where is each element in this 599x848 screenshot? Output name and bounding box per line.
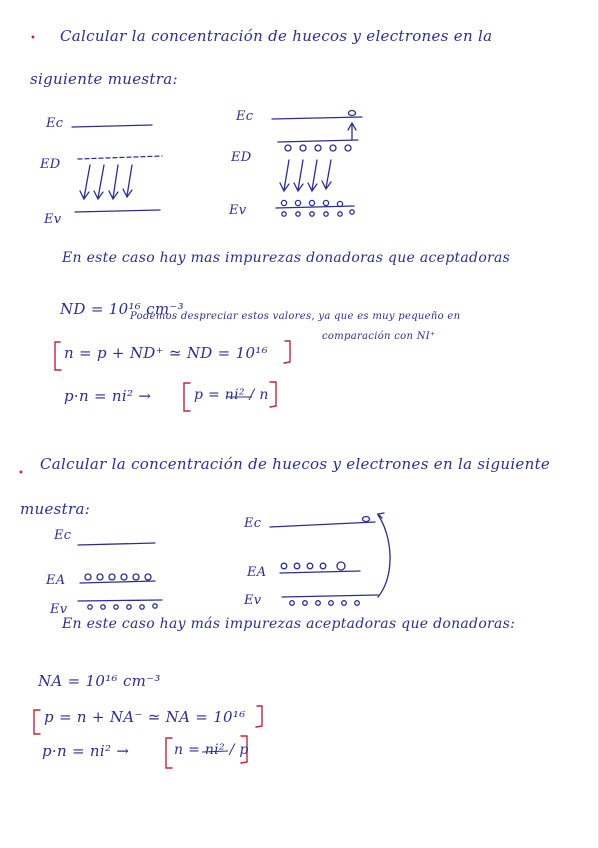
p1-right-ed-label: ED bbox=[231, 150, 252, 165]
p1-left-ec-line bbox=[72, 125, 152, 127]
p1-heading-line1: Calcular la concentración de huecos y electrones en la bbox=[60, 27, 493, 45]
p2-right-curved-arrow bbox=[378, 515, 390, 597]
p1-right-electron bbox=[349, 111, 356, 116]
p2-left-ec-label: Ec bbox=[54, 528, 72, 543]
p1-eq1: n = p + ND⁺ ≃ ND = 10¹⁶ bbox=[64, 344, 268, 362]
p2-heading-line1: Calcular la concentración de huecos y electrones en la siguiente bbox=[40, 455, 551, 473]
p1-left-ec-label: Ec bbox=[46, 116, 64, 131]
p2-left-ea-circles bbox=[85, 574, 151, 580]
p2-right-ec-label: Ec bbox=[244, 516, 262, 531]
p2-left-ec-line bbox=[78, 543, 155, 545]
p2-eq1-right-bracket bbox=[256, 706, 262, 727]
p1-left-ed-line bbox=[78, 156, 162, 159]
p1-left-ev-line bbox=[75, 210, 160, 212]
p1-bullet: • bbox=[30, 33, 36, 44]
p1-statement: En este caso hay mas impurezas donadoras que aceptadoras bbox=[62, 250, 511, 266]
p2-eq2-left: p·n = ni² → bbox=[42, 742, 130, 760]
p2-right-ev-line bbox=[282, 595, 378, 597]
p2-right-ea-circles bbox=[281, 562, 345, 570]
p1-right-ed-circles bbox=[285, 145, 351, 151]
p1-right-ev-label: Ev bbox=[229, 203, 247, 218]
p2-right-electron bbox=[363, 517, 370, 522]
p1-nd-value: ND = 10¹⁶ cm⁻³ bbox=[60, 300, 184, 318]
p1-left-ed-label: ED bbox=[40, 157, 61, 172]
p1-heading-line2: siguiente muestra: bbox=[30, 70, 178, 88]
p1-eq2-box: p = ni² / n bbox=[194, 387, 269, 403]
p2-right-ev-circles bbox=[290, 601, 360, 606]
p2-right-ec-line bbox=[270, 522, 375, 527]
p1-left-ev-label: Ev bbox=[44, 212, 62, 227]
p1-eq2-left: p·n = ni² → bbox=[64, 387, 152, 405]
p2-eq2-left-bracket bbox=[166, 738, 172, 768]
p2-box-left-bracket bbox=[184, 383, 190, 411]
p1-right-ev-line bbox=[276, 206, 354, 208]
p2-left-ev-dots bbox=[88, 604, 157, 609]
p2-heading-line2: muestra: bbox=[20, 500, 91, 518]
p1-right-ec-label: Ec bbox=[236, 109, 254, 124]
p2-left-ea-line bbox=[80, 581, 155, 583]
p2-right-ea-label: EA bbox=[247, 565, 267, 580]
p2-box-right-bracket bbox=[270, 382, 276, 407]
p2-left-ev-label: Ev bbox=[50, 602, 68, 617]
p1-eq1-right-bracket bbox=[284, 341, 290, 363]
p2-eq1: p = n + NA⁻ ≃ NA = 10¹⁶ bbox=[44, 708, 246, 726]
p1-right-ed-line bbox=[278, 140, 358, 142]
p1-eq1-left-bracket bbox=[55, 342, 61, 370]
p2-eq2-box: n = ni² / p bbox=[174, 742, 249, 758]
p1-note-line1: Podemos despreciar estos valores, ya que es muy pequeño en bbox=[130, 311, 461, 322]
p1-right-ec-line bbox=[272, 117, 362, 119]
p2-eq1-left-bracket bbox=[34, 710, 40, 734]
p2-bullet: • bbox=[18, 468, 24, 479]
p2-right-ea-line bbox=[280, 571, 360, 573]
p1-note-line2: comparación con NI⁺ bbox=[322, 331, 436, 342]
p2-left-ea-label: EA bbox=[46, 573, 66, 588]
p1-right-up-arrow bbox=[348, 123, 356, 140]
p2-left-ev-line bbox=[78, 600, 162, 601]
p2-na-value: NA = 10¹⁶ cm⁻³ bbox=[38, 672, 161, 690]
p1-right-arrows bbox=[280, 160, 331, 191]
p1-right-ev-circles bbox=[281, 200, 354, 216]
p1-left-arrows bbox=[80, 165, 132, 199]
p2-right-ev-label: Ev bbox=[244, 593, 262, 608]
p2-statement: En este caso hay más impurezas aceptadoras que donadoras: bbox=[62, 616, 516, 632]
